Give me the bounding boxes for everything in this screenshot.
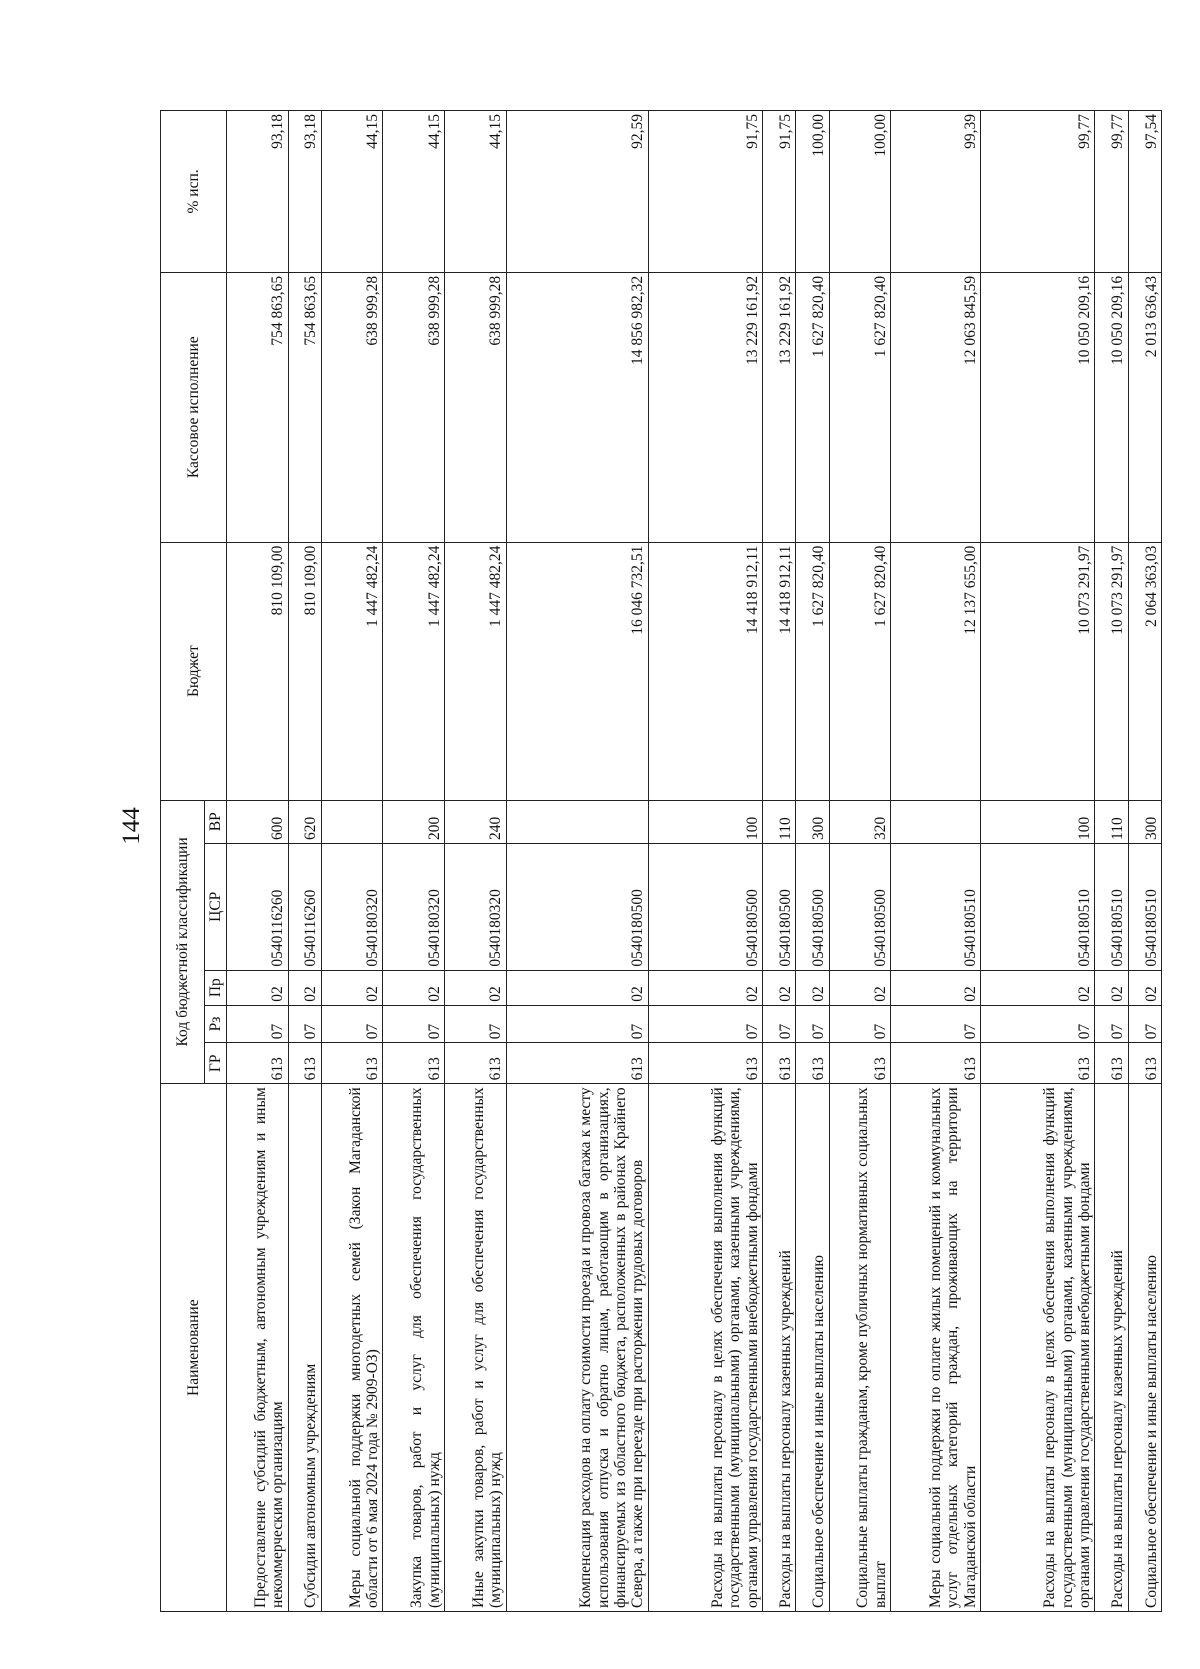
table-row (288, 111, 321, 1612)
row-pct: 99,77 (981, 111, 1095, 273)
row-pr: 02 (796, 970, 829, 1005)
table-row (506, 111, 648, 1612)
header-pct: % исп. (161, 111, 227, 273)
row-pr: 02 (227, 970, 289, 1005)
row-pct: 44,15 (321, 111, 383, 273)
row-pct: 92,59 (506, 111, 648, 273)
rotated-table-container (160, 110, 1162, 1612)
row-rz: 07 (506, 1005, 648, 1043)
row-vr (321, 800, 383, 843)
row-cash: 14 856 982,32 (506, 272, 648, 542)
row-vr (506, 800, 648, 843)
row-pr: 02 (763, 970, 796, 1005)
row-gr: 613 (829, 1043, 891, 1084)
row-pr: 02 (829, 970, 891, 1005)
row-rz: 07 (445, 1005, 507, 1043)
row-vr: 100 (981, 800, 1095, 843)
row-budget: 1 447 482,24 (383, 542, 445, 800)
row-cash: 12 063 845,59 (891, 272, 981, 542)
row-vr: 600 (227, 800, 289, 843)
row-vr: 200 (383, 800, 445, 843)
row-pr: 02 (648, 970, 762, 1005)
row-vr: 110 (1095, 800, 1128, 843)
table-row (383, 111, 445, 1612)
row-rz: 07 (227, 1005, 289, 1043)
row-budget: 1 627 820,40 (796, 542, 829, 800)
row-rz: 07 (321, 1005, 383, 1043)
row-cash: 10 050 209,16 (1095, 272, 1128, 542)
row-rz: 07 (383, 1005, 445, 1043)
row-csr: 0540180500 (648, 843, 762, 970)
row-name: Расходы на выплаты персоналу в целях обеспечения выполнения функций государственными (муниципальными) органами, казенными учреждениями, органами управления государственными внебюджетными фондами (648, 1084, 762, 1612)
row-pr: 02 (383, 970, 445, 1005)
row-csr: 0540180320 (383, 843, 445, 970)
row-name: Расходы на выплаты персоналу в целях обеспечения выполнения функций государственными (муниципальными) органами, казенными учреждениями, органами управления государственными внебюджетными фондами (981, 1084, 1095, 1612)
row-csr: 0540180510 (981, 843, 1095, 970)
row-pct: 99,77 (1095, 111, 1128, 273)
row-name: Расходы на выплаты персоналу казенных учреждений (763, 1084, 796, 1612)
row-budget: 16 046 732,51 (506, 542, 648, 800)
row-cash: 13 229 161,92 (648, 272, 762, 542)
row-name: Предоставление субсидий бюджетным, автономным учреждениям и иным некоммерческим организациям (227, 1084, 289, 1612)
header-pr: Пр (205, 970, 227, 1005)
row-pct: 97,54 (1128, 111, 1161, 273)
row-gr: 613 (763, 1043, 796, 1084)
row-gr: 613 (288, 1043, 321, 1084)
row-csr: 0540180510 (891, 843, 981, 970)
row-budget: 12 137 655,00 (891, 542, 981, 800)
row-budget: 2 064 363,03 (1128, 542, 1161, 800)
table-row (763, 111, 796, 1612)
row-gr: 613 (506, 1043, 648, 1084)
header-rz: Рз (205, 1005, 227, 1043)
row-pr: 02 (321, 970, 383, 1005)
row-rz: 07 (763, 1005, 796, 1043)
row-csr: 0540180500 (506, 843, 648, 970)
row-gr: 613 (321, 1043, 383, 1084)
row-gr: 613 (1128, 1043, 1161, 1084)
row-gr: 613 (981, 1043, 1095, 1084)
row-gr: 613 (648, 1043, 762, 1084)
row-cash: 638 999,28 (445, 272, 507, 542)
table-header (161, 111, 227, 1612)
row-cash: 1 627 820,40 (829, 272, 891, 542)
header-vr: ВР (205, 800, 227, 843)
row-csr: 0540180500 (829, 843, 891, 970)
row-rz: 07 (1095, 1005, 1128, 1043)
row-pr: 02 (1128, 970, 1161, 1005)
row-pct: 100,00 (829, 111, 891, 273)
row-vr: 300 (1128, 800, 1161, 843)
row-name: Меры социальной поддержки многодетных семей (Закон Магаданской области от 6 мая 2024 года № 2909-ОЗ) (321, 1084, 383, 1612)
row-gr: 613 (227, 1043, 289, 1084)
row-pct: 44,15 (383, 111, 445, 273)
row-pr: 02 (506, 970, 648, 1005)
row-cash: 638 999,28 (383, 272, 445, 542)
table-row (829, 111, 891, 1612)
row-pr: 02 (891, 970, 981, 1005)
row-name: Закупка товаров, работ и услуг для обеспечения государственных (муниципальных) нужд (383, 1084, 445, 1612)
row-pr: 02 (1095, 970, 1128, 1005)
row-name: Расходы на выплаты персоналу казенных учреждений (1095, 1084, 1128, 1612)
row-gr: 613 (1095, 1043, 1128, 1084)
table-row (445, 111, 507, 1612)
row-csr: 0540180510 (1128, 843, 1161, 970)
row-rz: 07 (648, 1005, 762, 1043)
table-row (648, 111, 762, 1612)
header-gr: ГР (205, 1043, 227, 1084)
row-rz: 07 (981, 1005, 1095, 1043)
row-budget: 810 109,00 (288, 542, 321, 800)
row-rz: 07 (891, 1005, 981, 1043)
header-budget: Бюджет (161, 542, 227, 800)
row-vr: 110 (763, 800, 796, 843)
row-budget: 1 627 820,40 (829, 542, 891, 800)
row-csr: 0540180500 (763, 843, 796, 970)
row-csr: 0540180500 (796, 843, 829, 970)
row-pct: 93,18 (227, 111, 289, 273)
row-csr: 0540116260 (227, 843, 289, 970)
row-vr: 300 (796, 800, 829, 843)
row-pct: 44,15 (445, 111, 507, 273)
row-gr: 613 (891, 1043, 981, 1084)
row-name: Субсидии автономным учреждениям (288, 1084, 321, 1612)
row-rz: 07 (288, 1005, 321, 1043)
row-pct: 91,75 (763, 111, 796, 273)
page-number: 144 (118, 807, 145, 845)
row-rz: 07 (829, 1005, 891, 1043)
row-budget: 810 109,00 (227, 542, 289, 800)
row-vr (891, 800, 981, 843)
row-pr: 02 (981, 970, 1095, 1005)
row-name: Иные закупки товаров, работ и услуг для обеспечения государственных (муниципальных) нужд (445, 1084, 507, 1612)
row-budget: 1 447 482,24 (321, 542, 383, 800)
table-row (321, 111, 383, 1612)
row-rz: 07 (1128, 1005, 1161, 1043)
header-name: Наименование (161, 1084, 227, 1612)
row-gr: 613 (383, 1043, 445, 1084)
table-row (1095, 111, 1128, 1612)
row-vr: 620 (288, 800, 321, 843)
row-budget: 1 447 482,24 (445, 542, 507, 800)
header-code-group: Код бюджетной классификации (161, 800, 205, 1084)
row-cash: 754 863,65 (227, 272, 289, 542)
row-pr: 02 (288, 970, 321, 1005)
row-budget: 10 073 291,97 (1095, 542, 1128, 800)
row-budget: 14 418 912,11 (763, 542, 796, 800)
budget-execution-table (160, 110, 1162, 1612)
row-budget: 14 418 912,11 (648, 542, 762, 800)
row-cash: 1 627 820,40 (796, 272, 829, 542)
row-pct: 99,39 (891, 111, 981, 273)
row-gr: 613 (445, 1043, 507, 1084)
row-pct: 91,75 (648, 111, 762, 273)
row-name: Социальное обеспечение и иные выплаты населению (796, 1084, 829, 1612)
row-vr: 240 (445, 800, 507, 843)
row-rz: 07 (796, 1005, 829, 1043)
row-budget: 10 073 291,97 (981, 542, 1095, 800)
row-vr: 100 (648, 800, 762, 843)
table-row (891, 111, 981, 1612)
row-cash: 2 013 636,43 (1128, 272, 1161, 542)
row-name: Социальное обеспечение и иные выплаты населению (1128, 1084, 1161, 1612)
row-pct: 93,18 (288, 111, 321, 273)
table-row (981, 111, 1095, 1612)
header-cash: Кассовое исполнение (161, 272, 227, 542)
row-cash: 754 863,65 (288, 272, 321, 542)
row-name: Социальные выплаты гражданам, кроме публичных нормативных социальных выплат (829, 1084, 891, 1612)
row-cash: 10 050 209,16 (981, 272, 1095, 542)
table-row (796, 111, 829, 1612)
row-csr: 0540180510 (1095, 843, 1128, 970)
row-csr: 0540180320 (321, 843, 383, 970)
row-vr: 320 (829, 800, 891, 843)
table-row (1128, 111, 1161, 1612)
row-name: Компенсация расходов на оплату стоимости проезда и провоза багажа к месту использования отпуска и обратно лицам, работающим в организациях, финансируемых из областного бюджета, расположенных в районах Крайнего Севера, а также при переезде при расторжении трудовых договоров (506, 1084, 648, 1612)
row-gr: 613 (796, 1043, 829, 1084)
row-name: Меры социальной поддержки по оплате жилых помещений и коммунальных услуг отдельных категорий граждан, проживающих на территории Магаданской области (891, 1084, 981, 1612)
row-csr: 0540116260 (288, 843, 321, 970)
table-row (227, 111, 289, 1612)
header-csr: ЦСР (205, 843, 227, 970)
row-csr: 0540180320 (445, 843, 507, 970)
row-pr: 02 (445, 970, 507, 1005)
row-pct: 100,00 (796, 111, 829, 273)
row-cash: 638 999,28 (321, 272, 383, 542)
table-body (227, 111, 1162, 1612)
row-cash: 13 229 161,92 (763, 272, 796, 542)
